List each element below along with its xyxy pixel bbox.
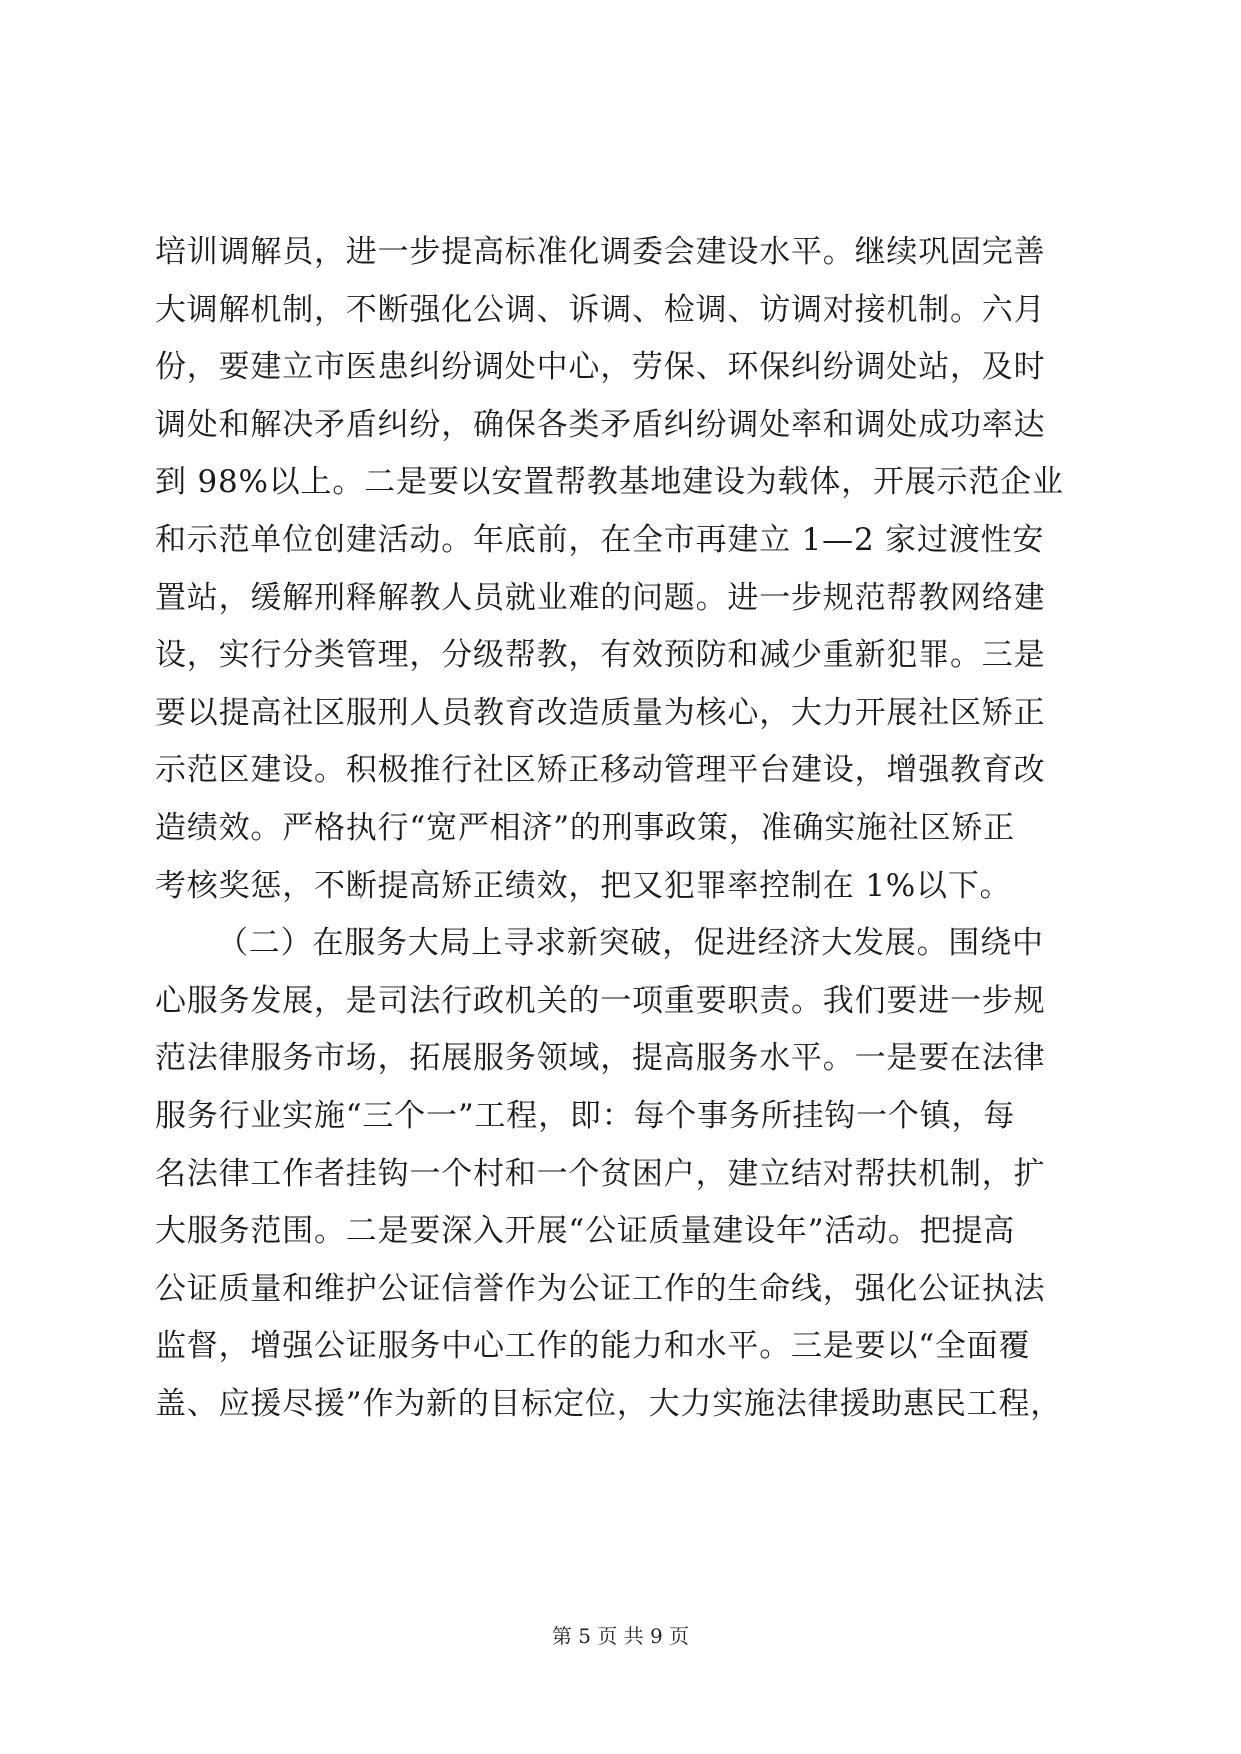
text-line: 示范区建设。积极推行社区矫正移动管理平台建设，增强教育改 [155, 752, 1046, 789]
text-line: 监督，增强公证服务中心工作的能力和水平。三是要以“全面覆 [155, 1328, 1031, 1365]
text-line: 服务行业实施“三个一”工程，即：每个事务所挂钩一个镇，每 [155, 1097, 1016, 1134]
text-line: 到 98%以上。二是要以安置帮教基地建设为载体，开展示范企业 [155, 464, 1064, 501]
text-line: 培训调解员，进一步提高标准化调委会建设水平。继续巩固完善 [155, 234, 1046, 270]
text-line: 公证质量和维护公证信誉作为公证工作的生命线，强化公证执法 [155, 1270, 1046, 1307]
text-line: 造绩效。严格执行“宽严相济”的刑事政策，准确实施社区矫正 [155, 809, 1016, 846]
text-line: 置站，缓解刑释解教人员就业难的问题。进一步规范帮教网络建 [155, 579, 1046, 616]
page-footer: 第 5 页 共 9 页 [551, 1624, 690, 1648]
text-line: 盖、应援尽援”作为新的目标定位，大力实施法律援助惠民工程， [155, 1385, 1063, 1422]
text-line: 范法律服务市场，拓展服务领域，提高服务水平。一是要在法律 [155, 1040, 1046, 1077]
text-line: 设，实行分类管理，分级帮教，有效预防和减少重新犯罪。三是 [155, 637, 1046, 674]
text-line: 心服务发展，是司法行政机关的一项重要职责。我们要进一步规 [155, 982, 1046, 1019]
body-text [155, 224, 1085, 1433]
text-line: 要以提高社区服刑人员教育改造质量为核心，大力开展社区矫正 [155, 694, 1046, 731]
text-line: 大服务范围。二是要深入开展“公证质量建设年”活动。把提高 [155, 1213, 1016, 1250]
text-line: 份，要建立市医患纠纷调处中心，劳保、环保纠纷调处站，及时 [155, 349, 1046, 386]
text-line: 大调解机制，不断强化公调、诉调、检调、访调对接机制。六月 [155, 291, 1046, 328]
text-line: 考核奖惩，不断提高矫正绩效，把又犯罪率控制在 1%以下。 [155, 867, 1012, 904]
text-line: 和示范单位创建活动。年底前，在全市再建立 1—2 家过渡性安 [155, 521, 1045, 558]
paragraph-first-line: （二）在服务大局上寻求新突破，促进经济大发展。围绕中 [217, 925, 1044, 962]
text-line: 调处和解决矛盾纠纷，确保各类矛盾纠纷调处率和调处成功率达 [155, 406, 1046, 443]
text-line: 名法律工作者挂钩一个村和一个贫困户，建立结对帮扶机制，扩 [155, 1155, 1046, 1192]
